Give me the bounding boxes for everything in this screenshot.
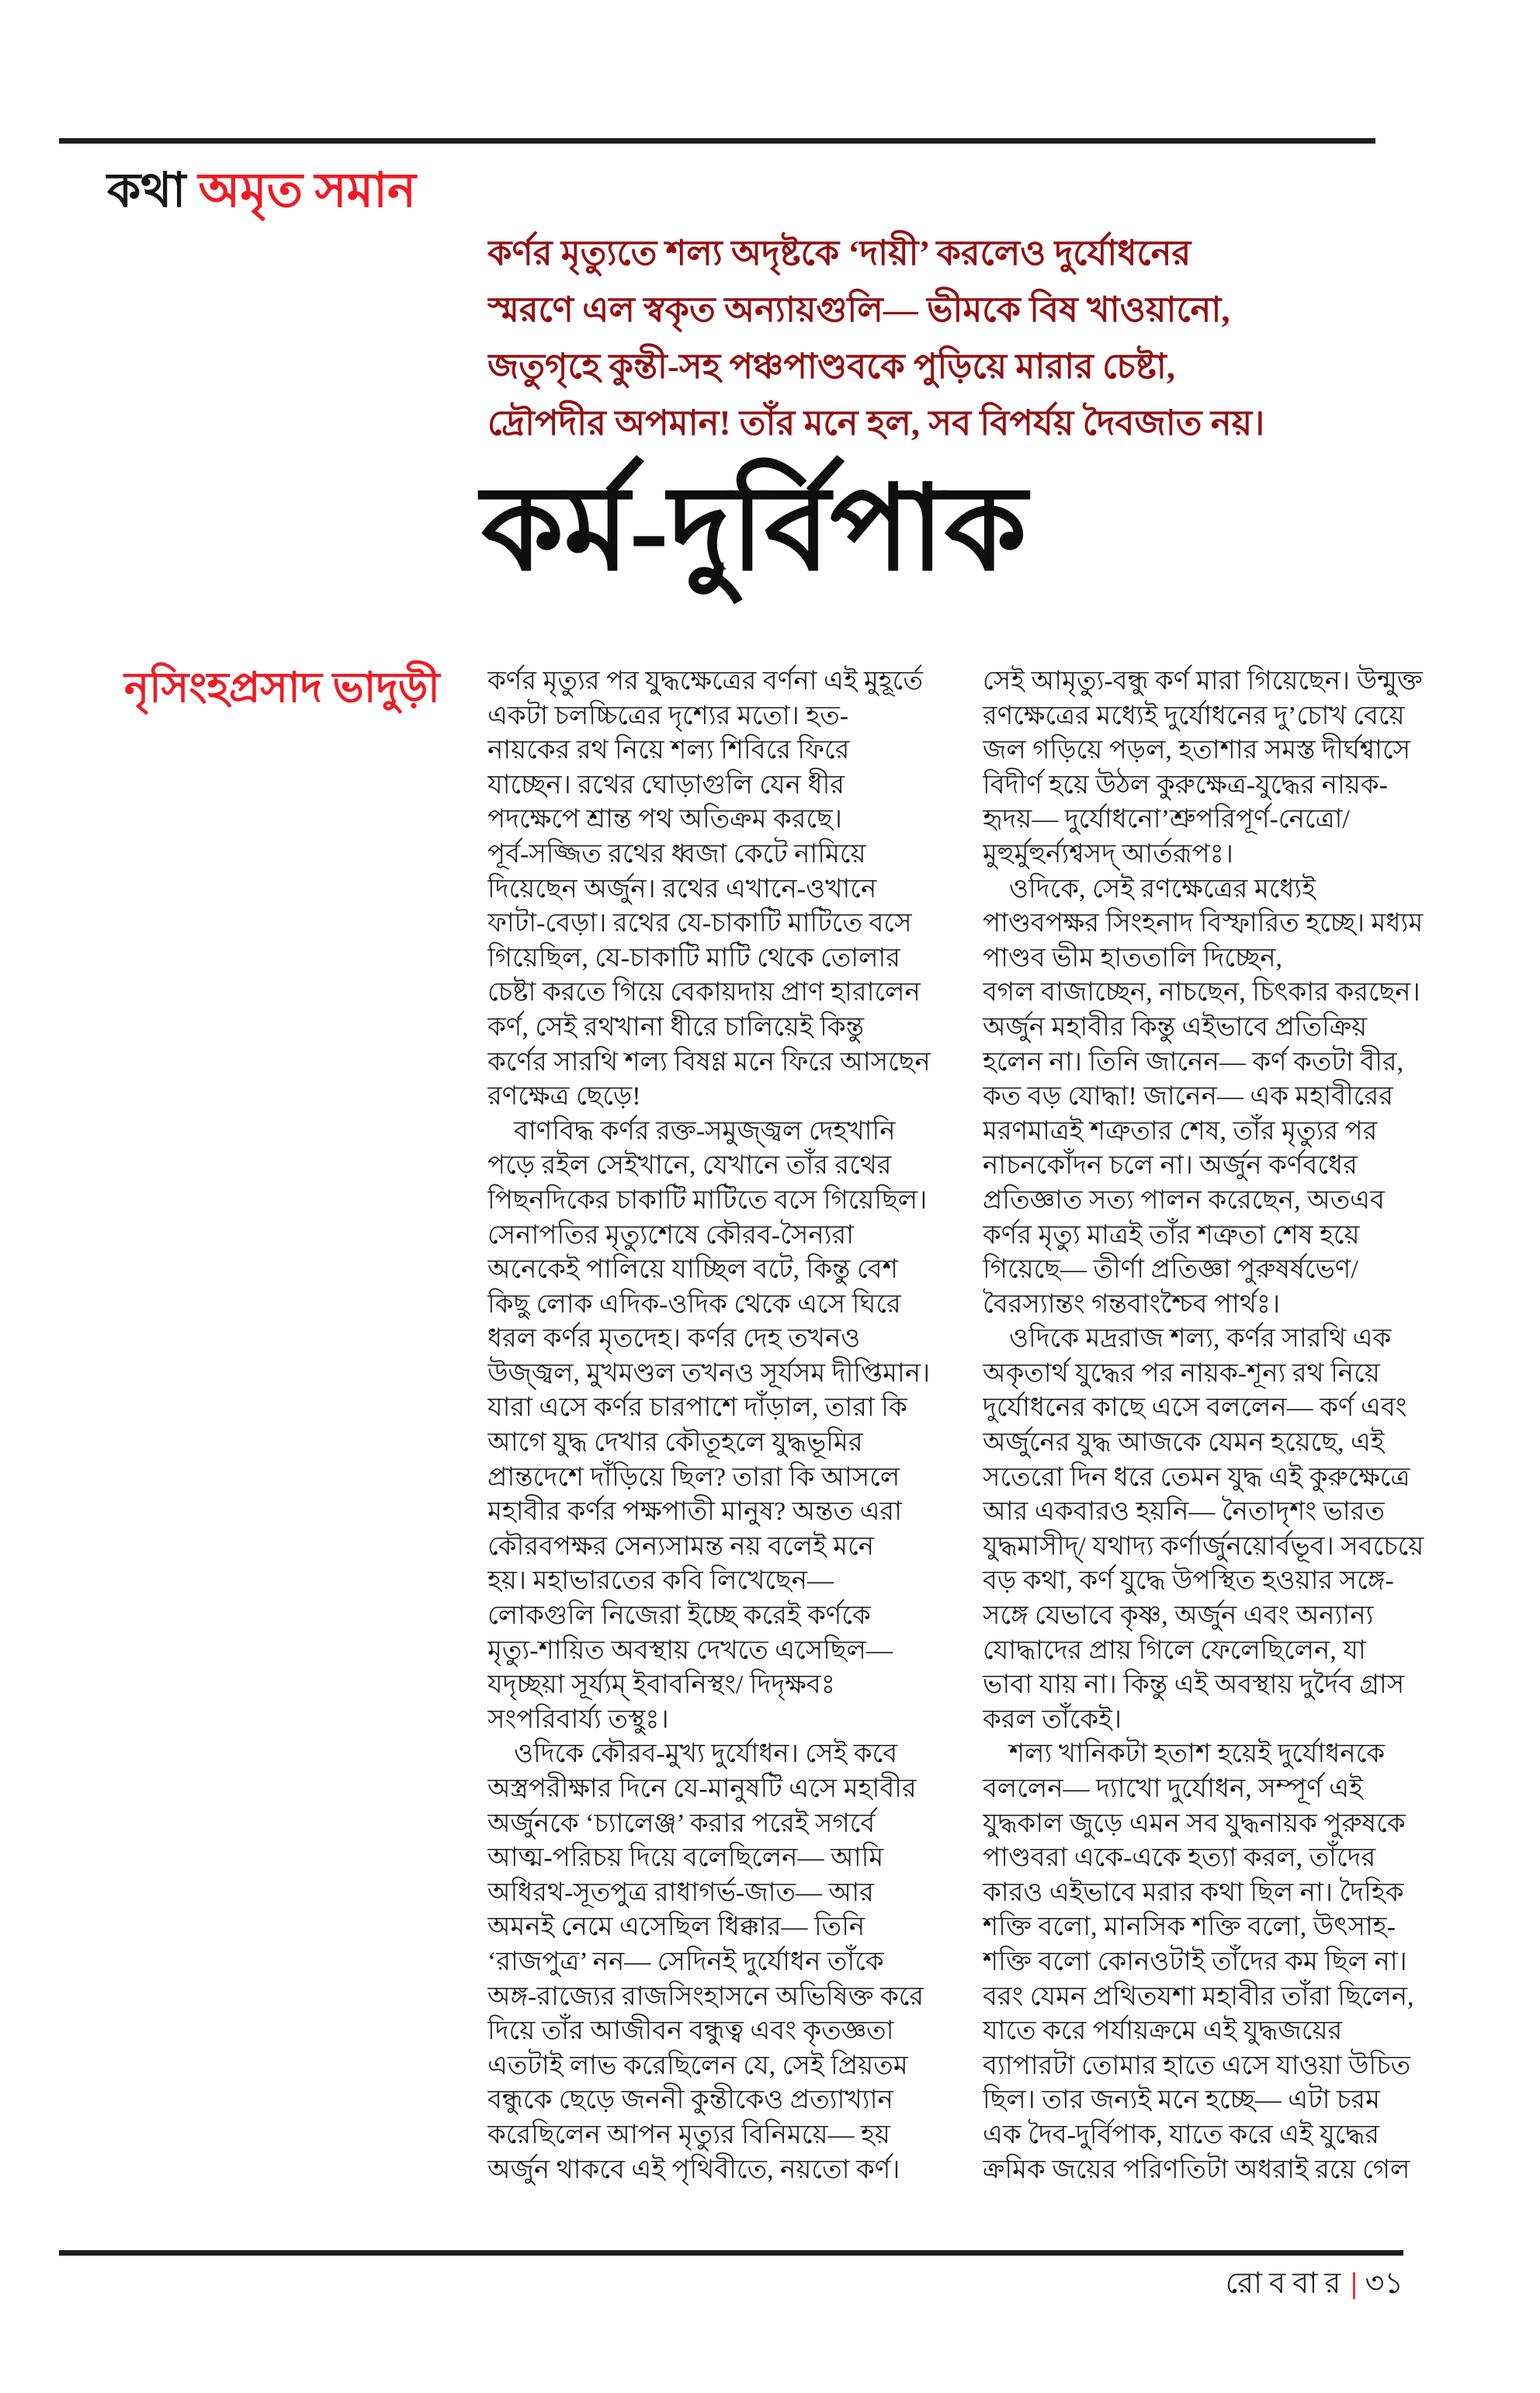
text-line: বিদীর্ণ হয়ে উঠল কুরুক্ষেত্র-যুদ্ধের নায়ক- <box>983 770 1388 799</box>
top-rule <box>59 138 1375 144</box>
body-column-right <box>983 664 1456 2201</box>
text-line: করেছিলেন আপন মৃত্যুর বিনিময়ে— হয় <box>487 2120 890 2149</box>
text-line: ক্রমিক জয়ের পরিণতিটা অধরাই রয়ে গেল <box>983 2155 1410 2184</box>
text-line: যাচ্ছেন। রথের ঘোড়াগুলি যেন ধীর <box>487 770 845 799</box>
text-line: যুদ্ধমাসীদ্/ যথাদ্য কর্ণার্জুনয়োর্বভূব। সবচেয়ে <box>983 1531 1424 1561</box>
text-line: অস্ত্রপরীক্ষার দিনে যে-মানুষটি এসে মহাবীর <box>487 1774 917 1803</box>
text-line: স্মরণে এল স্বকৃত অন্যায়গুলি— ভীমকে বিষ খাওয়ানো, <box>487 290 1230 329</box>
text-line: আর একবারও হয়নি— নৈতাদৃশং ভারত <box>983 1497 1385 1527</box>
text-line: কৌরবপক্ষর সেন্যসামন্ত নয় বলেই মনে <box>487 1531 875 1561</box>
text-line: অধিরথ-সূতপুত্র রাধাগর্ভ-জাত— আর <box>487 1878 874 1907</box>
text-line: দুর্যোধনের কাছে এসে বললেন— কর্ণ এবং <box>983 1393 1407 1423</box>
page-footer <box>1226 2260 1403 2310</box>
text-line: কর্ণর মৃত্যুর পর যুদ্ধক্ষেত্রের বর্ণনা এই মুহূর্তে <box>487 667 923 695</box>
text-line: মৃত্যু-শায়িত অবস্থায় দেখতে এসেছিল— <box>487 1635 893 1665</box>
text-line: আত্ম-পরিচয় দিয়ে বলেছিলেন— আমি <box>487 1843 884 1873</box>
text-line: সতেরো দিন ধরে তেমন যুদ্ধ এই কুরুক্ষেত্রে <box>983 1462 1410 1492</box>
text-line: হয়। মহাভারতের কবি লিখেছেন— <box>487 1566 834 1596</box>
text-line: রণক্ষেত্র ছেড়ে! <box>487 1082 641 1112</box>
text-line: যাতে করে পর্যায়ক্রমে এই যুদ্ধজয়ের <box>983 2017 1343 2046</box>
text-line: কর্ণের সারথি শল্য বিষণ্ণ মনে ফিরে আসছেন <box>487 1047 931 1077</box>
text-line: গিয়েছে— তীর্ণা প্রতিজ্ঞা পুরুষর্ষভেণ/ <box>983 1255 1358 1285</box>
text-line: বাণবিদ্ধ কর্ণর রক্ত-সমুজ্জ্বল দেহখানি <box>487 1116 896 1146</box>
text-line: প্রতিজ্ঞাত সত্য পালন করেছেন, অতএব <box>983 1185 1385 1215</box>
text-line: ধরল কর্ণর মৃতদেহ। কর্ণর দেহ তখনও <box>487 1324 861 1354</box>
text-line: মরণমাত্রই শত্রুতার শেষ, তাঁর মৃত্যুর পর <box>983 1116 1378 1146</box>
text-line: কর্ণ, সেই রথখানা ধীরে চালিয়েই কিন্তু <box>487 1012 865 1042</box>
text-line: মুহুর্মুহুর্ন্যশ্বসদ্ আর্তরূপঃ। <box>983 839 1233 869</box>
text-line: পদক্ষেপে শ্রান্ত পথ অতিক্রম করছে। <box>487 805 842 834</box>
text-line: হলেন না। তিনি জানেন— কর্ণ কতটা বীর, <box>983 1047 1404 1077</box>
text-line: যোদ্ধাদের প্রায় গিলে ফেলেছিলেন, যা <box>983 1635 1366 1665</box>
text-line: বন্ধুকে ছেড়ে জননী কুন্তীকেও প্রত্যাখ্যান <box>487 2086 893 2115</box>
text-line: প্রান্তদেশে দাঁড়িয়ে ছিল? তারা কি আসলে <box>487 1462 900 1492</box>
text-line: আগে যুদ্ধ দেখার কৌতূহলে যুদ্ধভূমির <box>487 1428 863 1458</box>
text-line: মহাবীর কর্ণর পক্ষপাতী মানুষ? অন্তত এরা <box>487 1497 902 1527</box>
page-number: ৩১ <box>1365 2267 1403 2300</box>
section-title-black: কথা <box>107 165 186 217</box>
author-byline: নৃসিংহপ্রসাদ ভাদুড়ী <box>124 664 440 711</box>
magazine-name: রোববার <box>1225 2267 1348 2300</box>
text-line: একটা চলচ্চিত্রের দৃশ্যের মতো। হত- <box>487 701 849 730</box>
text-line: অর্জুন থাকবে এই পৃথিবীতে, নয়তো কর্ণ। <box>487 2155 900 2184</box>
text-line: বড় কথা, কর্ণ যুদ্ধে উপস্থিত হওয়ার সঙ্গে- <box>983 1566 1394 1596</box>
text-line: পাণ্ডবরা একে-একে হত্যা করল, তাঁদের <box>983 1843 1376 1873</box>
text-line: কর্ণর মৃত্যু মাত্রই তাঁর শত্রুতা শেষ হয়ে <box>983 1220 1360 1250</box>
section-title <box>107 154 416 234</box>
text-line: পাণ্ডবপক্ষর সিংহনাদ বিস্ফারিত হচ্ছে। মধ্যম <box>983 909 1424 938</box>
text-line: চেষ্টা করতে গিয়ে বেকায়দায় প্রাণ হারালেন <box>487 978 921 1007</box>
text-line: দ্রৌপদীর অপমান! তাঁর মনে হল, সব বিপর্যয় দৈবজাত নয়। <box>487 404 1265 442</box>
text-line: এক দৈব-দুর্বিপাক, যাতে করে এই যুদ্ধের <box>983 2120 1379 2149</box>
text-line: করল তাঁকেই। <box>983 1705 1122 1734</box>
text-line: ওদিকে, সেই রণক্ষেত্রের মধ্যেই <box>983 874 1316 903</box>
text-line: বললেন— দ্যাখো দুর্যোধন, সম্পূর্ণ এই <box>983 1774 1363 1803</box>
text-line: জতুগৃহে কুন্তী-সহ পঞ্চপাণ্ডবকে পুড়িয়ে মারার চেষ্টা, <box>487 347 1175 386</box>
text-line: দিয়ে তাঁর আজীবন বন্ধুত্ব এবং কৃতজ্ঞতা <box>487 2017 894 2046</box>
text-line: অমনই নেমে এসেছিল ধিক্কার— তিনি <box>487 1913 865 1942</box>
text-line: অর্জুনকে ‘চ্যালেঞ্জ’ করার পরেই সগর্বে <box>487 1809 876 1838</box>
text-line: গিয়েছিল, যে-চাকাটি মাটি থেকে তোলার <box>487 943 900 973</box>
text-line: উজ্জ্বল, মুখমণ্ডল তখনও সূর্যসম দীপ্তিমান। <box>487 1358 931 1388</box>
text-line: পিছনদিকের চাকাটি মাটিতে বসে গিয়েছিল। <box>487 1185 928 1215</box>
text-line: পড়ে রইল সেইখানে, যেখানে তাঁর রথের <box>487 1151 892 1181</box>
text-line: যুদ্ধকাল জুড়ে এমন সব যুদ্ধনায়ক পুরুষকে <box>983 1809 1406 1838</box>
text-line: বরং যেমন প্রথিতযশা মহাবীর তাঁরা ছিলেন, <box>983 1982 1414 2011</box>
text-line: যারা এসে কর্ণর চারপাশে দাঁড়াল, তারা কি <box>487 1393 907 1423</box>
text-line: সংপরিবার্য্য তস্থুঃ। <box>487 1705 669 1734</box>
section-title-red: অমৃত সমান <box>198 165 417 217</box>
text-line: লোকগুলি নিজেরা ইচ্ছে করেই কর্ণকে <box>487 1601 871 1631</box>
text-line: হৃদয়— দুর্যোধনো’শ্রুপরিপূর্ণ-নেত্রো/ <box>983 805 1350 834</box>
text-line: পূর্ব-সজ্জিত রথের ধ্বজা কেটে নামিয়ে <box>487 839 866 869</box>
footer-separator: | <box>1351 2267 1358 2300</box>
text-line: শক্তি বলো কোনওটাই তাঁদের কম ছিল না। <box>983 1947 1407 1976</box>
text-line: বৈরস্যান্তং গন্তবাংশ্চৈব পার্থঃ। <box>983 1289 1281 1319</box>
text-line: নায়কের রথ নিয়ে শল্য শিবিরে ফিরে <box>487 736 850 765</box>
body-column-left <box>487 664 953 2201</box>
text-line: দিয়েছেন অর্জুন। রথের এখানে-ওখানে <box>487 874 877 903</box>
text-line: সেই আমৃত্যু-বন্ধু কর্ণ মারা গিয়েছেন। উন্মুক্ত <box>983 667 1423 695</box>
text-line: অর্জুন মহাবীর কিন্তু এইভাবে প্রতিক্রিয় <box>983 1012 1368 1042</box>
text-line: এতটাই লাভ করেছিলেন যে, সেই প্রিয়তম <box>487 2051 908 2080</box>
text-line: অকৃতার্থ যুদ্ধের পর নায়ক-শূন্য রথ নিয়ে <box>983 1358 1380 1388</box>
headline: কর্ম-দুর্বিপাক <box>481 464 1027 595</box>
text-line: ছিল। তার জন্যই মনে হচ্ছে— এটা চরম <box>983 2086 1380 2115</box>
text-line: যদৃচ্ছয়া সূর্য্যম্ ইবাবনিস্থং/ দিদৃক্ষবঃ <box>487 1670 835 1700</box>
text-line: ব্যাপারটা তোমার হাতে এসে যাওয়া উচিত <box>983 2051 1411 2080</box>
text-line: কিছু লোক এদিক-ওদিক থেকে এসে ঘিরে <box>487 1289 901 1319</box>
text-line: ওদিকে কৌরব-মুখ্য দুর্যোধন। সেই কবে <box>487 1739 898 1769</box>
text-line: ফাটা-বেড়া। রথের যে-চাকাটি মাটিতে বসে <box>487 909 912 938</box>
text-line: বগল বাজাচ্ছেন, নাচছেন, চিৎকার করছেন। <box>983 978 1420 1007</box>
text-line: শল্য খানিকটা হতাশ হয়েই দুর্যোধনকে <box>983 1739 1386 1769</box>
text-line: অঙ্গ-রাজ্যের রাজসিংহাসনে অভিষিক্ত করে <box>487 1982 924 2011</box>
text-line: কর্ণর মৃত্যুতে শল্য অদৃষ্টকে ‘দায়ী’ করলেও দুর্যোধনের <box>487 234 1191 272</box>
text-line: ভাবা যায় না। কিন্তু এই অবস্থায় দুর্দৈব গ্রাস <box>983 1670 1405 1700</box>
text-line: নাচনকোঁদন চলে না। অর্জুন কর্ণবধের <box>983 1151 1358 1181</box>
text-line: পাণ্ডব ভীম হাততালি দিচ্ছেন, <box>983 943 1283 973</box>
text-line: জল গড়িয়ে পড়ল, হতাশার সমস্ত দীর্ঘশ্বাসে <box>983 736 1411 765</box>
text-line: রণক্ষেত্রের মধ্যেই দুর্যোধনের দু’চোখ বেয়ে <box>983 701 1405 730</box>
text-line: অনেকেই পালিয়ে যাচ্ছিল বটে, কিন্তু বেশ <box>487 1255 898 1285</box>
text-line: কত বড় যোদ্ধা! জানেন— এক মহাবীরের <box>983 1082 1393 1112</box>
bottom-rule <box>59 2250 1403 2256</box>
text-line: সঙ্গে যেভাবে কৃষ্ণ, অর্জুন এবং অন্যান্য <box>983 1601 1374 1631</box>
text-line: শক্তি বলো, মানসিক শক্তি বলো, উৎসাহ- <box>983 1913 1396 1942</box>
standfirst <box>487 225 1419 452</box>
text-line: কারও এইভাবে মরার কথা ছিল না। দৈহিক <box>983 1878 1404 1907</box>
text-line: ‘রাজপুত্র’ নন— সেদিনই দুর্যোধন তাঁকে <box>487 1947 884 1976</box>
text-line: ওদিকে মদ্ররাজ শল্য, কর্ণর সারথি এক <box>983 1324 1392 1354</box>
text-line: অর্জুনের যুদ্ধ আজকে যেমন হয়েছে, এই <box>983 1428 1385 1458</box>
text-line: সেনাপতির মৃত্যুশেষে কৌরব-সৈন্যরা <box>487 1220 855 1250</box>
